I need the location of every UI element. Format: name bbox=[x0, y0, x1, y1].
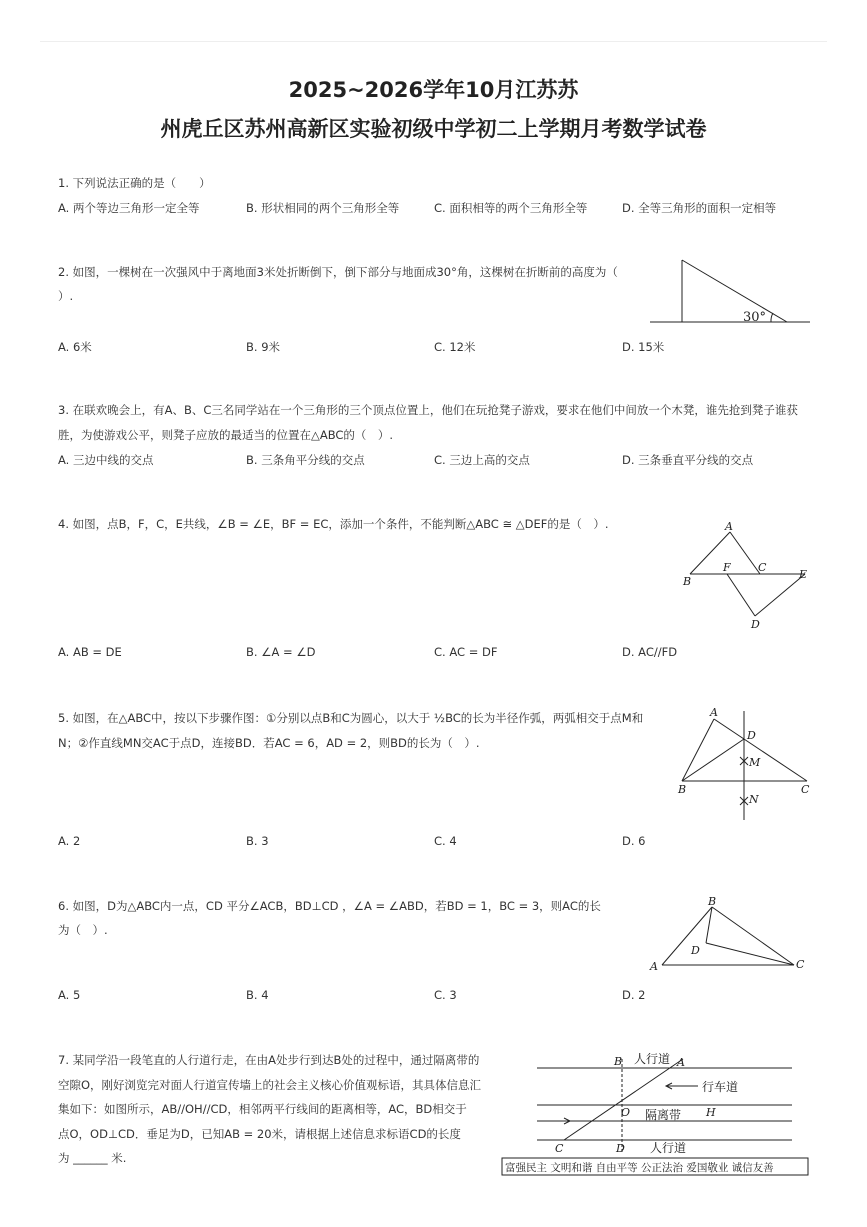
q4-label-b: B bbox=[683, 575, 692, 588]
q7-label-o: O bbox=[621, 1106, 631, 1119]
q1-option-a[interactable]: A. 两个等边三角形一定全等 bbox=[58, 201, 200, 215]
question-7-line2: 空隙O，刚好浏览完对面人行道宣传墙上的社会主义核心价值观标语，其具体信息汇 bbox=[58, 1078, 482, 1092]
q7-label-h: H bbox=[706, 1106, 716, 1119]
q6-option-a[interactable]: A. 5 bbox=[58, 988, 81, 1002]
q6-label-b: B bbox=[708, 895, 717, 908]
question-7-line4: 点O，OD⊥CD．垂足为D，已知AB = 20米，请根据上述信息求标语CD的长度 bbox=[58, 1127, 461, 1141]
q6-triangle-figure bbox=[648, 893, 813, 978]
question-2-stem-line1: 2. 如图，一棵树在一次强风中于离地面3米处折断倒下，倒下部分与地面成30°角，这棵树在折断前的高度为（ bbox=[58, 265, 618, 279]
q5-label-n: N bbox=[749, 793, 759, 806]
question-6-stem-line2: 为（ ）. bbox=[58, 923, 108, 937]
q5-triangle-figure bbox=[670, 705, 815, 823]
question-5-stem-line1: 5. 如图，在△ABC中，按以下步骤作图：①分别以点B和C为圆心，以大于 ½BC的长为半径作弧，两弧相交于点M和 bbox=[58, 711, 644, 725]
q2-option-c[interactable]: C. 12米 bbox=[434, 340, 476, 354]
q2-tree-figure bbox=[645, 255, 815, 330]
q5-option-d[interactable]: D. 6 bbox=[622, 834, 646, 848]
q4-triangles-figure bbox=[675, 518, 815, 633]
q7-road-figure bbox=[500, 1045, 812, 1180]
q4-option-c[interactable]: C. AC = DF bbox=[434, 645, 498, 659]
question-3-stem-line2: 胜，为使游戏公平，则凳子应放的最适当的位置在△ABC的（ ）. bbox=[58, 428, 394, 442]
q7-label-b: B bbox=[614, 1055, 623, 1068]
q4-label-c: C bbox=[758, 561, 767, 574]
q5-label-d: D bbox=[747, 729, 756, 742]
q6-label-d: D bbox=[691, 944, 700, 957]
q5-option-c[interactable]: C. 4 bbox=[434, 834, 457, 848]
q3-option-d[interactable]: D. 三条垂直平分线的交点 bbox=[622, 453, 754, 467]
q6-option-b[interactable]: B. 4 bbox=[246, 988, 269, 1002]
q3-option-c[interactable]: C. 三边上高的交点 bbox=[434, 453, 530, 467]
q7-divider-label: 隔离带 bbox=[645, 1108, 682, 1122]
q5-label-c: C bbox=[801, 783, 810, 796]
question-3-stem-line1: 3. 在联欢晚会上，有A、B、C三名同学站在一个三角形的三个顶点位置上，他们在玩抢凳子游戏，要求在他们中间放一个木凳，谁先抢到凳子谁获 bbox=[58, 403, 798, 417]
q4-label-e: E bbox=[799, 568, 808, 581]
q5-option-b[interactable]: B. 3 bbox=[246, 834, 269, 848]
exam-title-line2: 州虎丘区苏州高新区实验初级中学初二上学期月考数学试卷 bbox=[160, 117, 707, 141]
question-7-line1: 7. 某同学沿一段笔直的人行道行走，在由A处步行到达B处的过程中，通过隔离带的 bbox=[58, 1053, 480, 1067]
q3-option-b[interactable]: B. 三条角平分线的交点 bbox=[246, 453, 365, 467]
q7-lane-label: 行车道 bbox=[702, 1080, 739, 1094]
q4-option-d[interactable]: D. AC//FD bbox=[622, 645, 678, 659]
question-7-line3: 集如下：如图所示，AB//OH//CD，相邻两平行线间的距离相等，AC，BD相交于 bbox=[58, 1102, 467, 1116]
question-6-stem-line1: 6. 如图，D为△ABC内一点，CD 平分∠ACB，BD⊥CD ，∠A = ∠ABD，若BD = 1，BC = 3，则AC的长 bbox=[58, 899, 601, 913]
q7-label-c: C bbox=[555, 1142, 564, 1155]
q2-option-d[interactable]: D. 15米 bbox=[622, 340, 665, 354]
q7-label-d: D bbox=[616, 1142, 625, 1155]
question-4-stem: 4. 如图，点B，F，C，E共线，∠B = ∠E，BF = EC，添加一个条件，不能判断△ABC ≅ △DEF的是（ ）. bbox=[58, 517, 609, 531]
header-divider bbox=[40, 41, 827, 42]
question-1-stem: 1. 下列说法正确的是（ ） bbox=[58, 176, 211, 190]
question-2-stem-line2: ）. bbox=[58, 289, 74, 303]
q5-option-a[interactable]: A. 2 bbox=[58, 834, 81, 848]
q6-label-a: A bbox=[650, 960, 658, 973]
q4-option-b[interactable]: B. ∠A = ∠D bbox=[246, 645, 316, 659]
q5-label-a: A bbox=[710, 706, 718, 719]
q4-label-a: A bbox=[725, 520, 733, 533]
exam-title-line1: 2025~2026学年10月江苏苏 bbox=[288, 78, 579, 102]
q6-label-c: C bbox=[796, 958, 805, 971]
q6-option-d[interactable]: D. 2 bbox=[622, 988, 646, 1002]
q1-option-c[interactable]: C. 面积相等的两个三角形全等 bbox=[434, 201, 588, 215]
q4-label-f: F bbox=[723, 561, 731, 574]
q5-label-b: B bbox=[678, 783, 687, 796]
q3-option-a[interactable]: A. 三边中线的交点 bbox=[58, 453, 154, 467]
q7-bottom-sidewalk-label: 人行道 bbox=[650, 1141, 687, 1155]
q1-option-b[interactable]: B. 形状相同的两个三角形全等 bbox=[246, 201, 400, 215]
q4-option-a[interactable]: A. AB = DE bbox=[58, 645, 122, 659]
q7-label-a: A bbox=[677, 1056, 685, 1069]
q1-option-d[interactable]: D. 全等三角形的面积一定相等 bbox=[622, 201, 777, 215]
question-5-stem-line2: N；②作直线MN交AC于点D，连接BD．若AC = 6，AD = 2，则BD的长为（ ）. bbox=[58, 736, 480, 750]
q7-top-sidewalk-label: 人行道 bbox=[634, 1052, 671, 1066]
q5-label-m: M bbox=[749, 756, 761, 769]
q4-label-d: D bbox=[751, 618, 760, 631]
q7-slogan-board: 富强民主 文明和谐 自由平等 公正法治 爱国敬业 诚信友善 bbox=[505, 1162, 774, 1174]
q2-option-b[interactable]: B. 9米 bbox=[246, 340, 281, 354]
q6-option-c[interactable]: C. 3 bbox=[434, 988, 457, 1002]
question-7-line5: 为 ______ 米. bbox=[58, 1151, 127, 1165]
q2-angle-label: 30° bbox=[743, 310, 767, 325]
q2-option-a[interactable]: A. 6米 bbox=[58, 340, 92, 354]
